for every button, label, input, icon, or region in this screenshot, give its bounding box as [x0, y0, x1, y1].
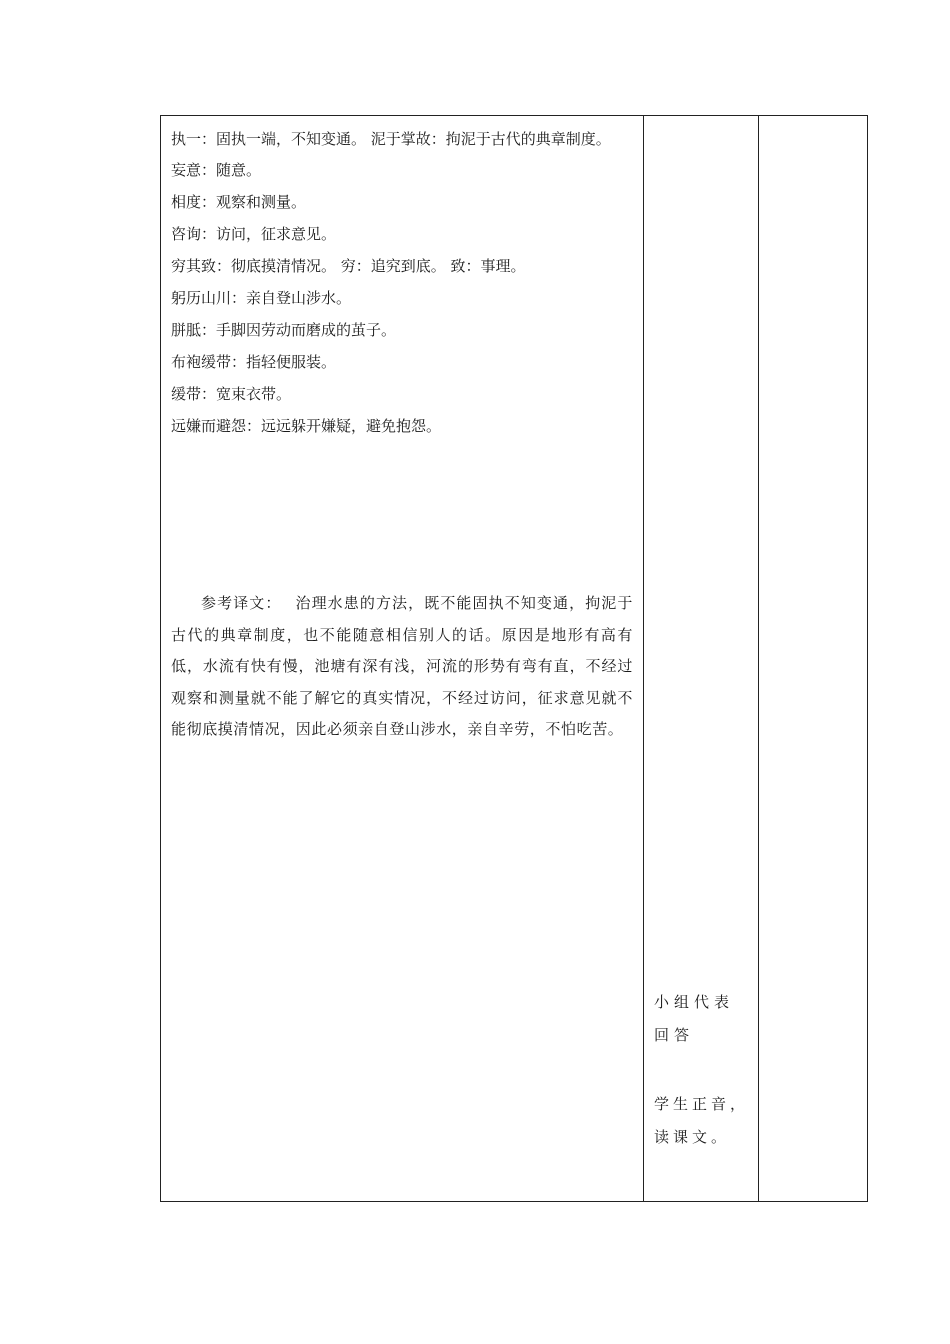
notes-column — [759, 116, 869, 1201]
gloss-item: 布袍缓带：指轻便服装。 — [171, 353, 337, 371]
activity-note: 学生正音，读课文。 — [654, 1095, 750, 1146]
reference-translation — [171, 588, 633, 746]
translation-text: 治理水患的方法，既不能固执不知变通，拘泥于古代的典章制度，也不能随意相信别人的话。原因是地形有高有低，水流有快有慢，池塘有深有浅，河流的形势有弯有直，不经过观察和测量就不能了解它的真实情况，不经过访问，征求意见就不能彻底摸清情况，因此必须亲自登山涉水，亲自辛劳，不怕吃苦。 — [171, 594, 633, 738]
activity-note: 小组代表回答 — [654, 993, 735, 1044]
gloss-item: 咨询：访问，征求意见。 — [171, 225, 337, 243]
translation-label: 参考译文： — [201, 594, 282, 612]
activity-column — [644, 116, 759, 1201]
lesson-table — [160, 115, 868, 1202]
content-column — [161, 116, 644, 1201]
gloss-item: 穷其致：彻底摸清情况。 穷：追究到底。 致：事理。 — [171, 257, 526, 275]
gloss-item: 相度：观察和测量。 — [171, 193, 307, 211]
gloss-item: 远嫌而避怨：远远躲开嫌疑，避免抱怨。 — [171, 417, 442, 435]
gloss-item: 缓带：宽束衣带。 — [171, 385, 292, 403]
gloss-item: 执一：固执一端，不知变通。 泥于掌故：拘泥于古代的典章制度。 — [171, 130, 611, 148]
gloss-list — [171, 124, 636, 442]
gloss-item: 妄意：随意。 — [171, 161, 262, 179]
gloss-item: 胼胝：手脚因劳动而磨成的茧子。 — [171, 321, 397, 339]
gloss-item: 躬历山川：亲自登山涉水。 — [171, 289, 352, 307]
